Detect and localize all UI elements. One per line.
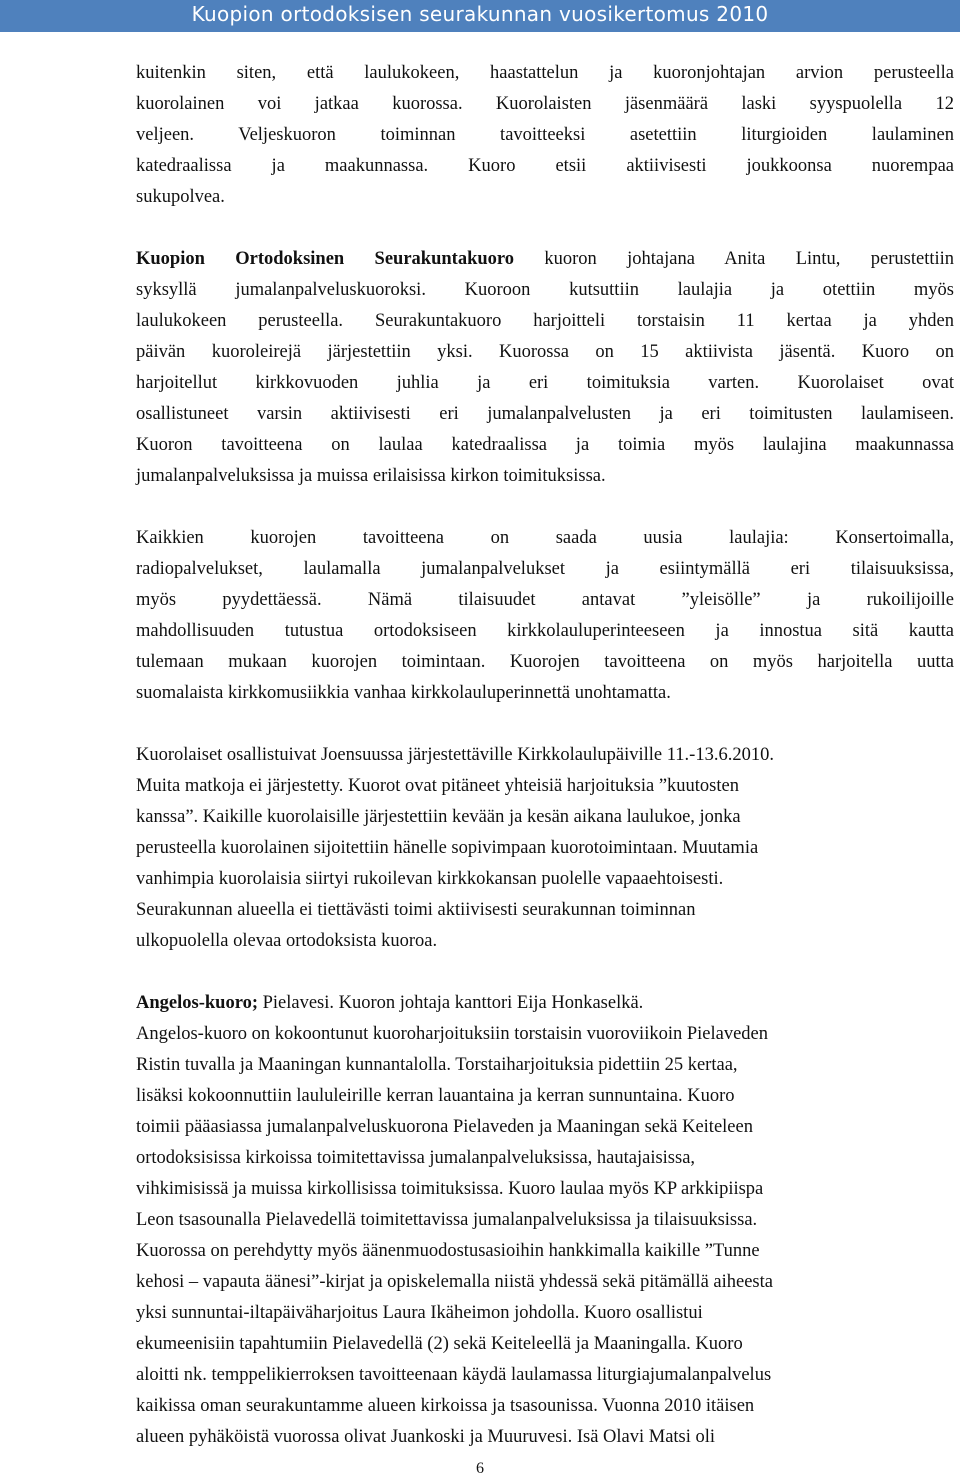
text-line: veljeen. Veljeskuoron toiminnan tavoitteeksi asetettiin liturgioiden laulaminen [136, 125, 954, 145]
text-line: ulkopuolella olevaa ortodoksista kuoroa. [136, 931, 438, 951]
text-line: kehosi – vapauta äänesi”-kirjat ja opiskelemalla niistä yhdessä sekä pitämällä aiheesta [136, 1272, 773, 1292]
document-body [136, 58, 954, 1453]
text-line [136, 988, 954, 1019]
text-line: kuorolainen voi jatkaa kuorossa. Kuorolaisten jäsenmäärä laski syyspuolella 12 [136, 94, 954, 114]
text-line: osallistuneet varsin aktiivisesti eri jumalanpalvelusten ja eri toimitusten laulamiseen. [136, 404, 954, 424]
text-line: Muita matkoja ei järjestetty. Kuorot ovat pitäneet yhteisiä harjoituksia ”kuutosten [136, 776, 739, 796]
paragraph-veljeskuoro [136, 58, 954, 213]
text-line: vanhimpia kuorolaisia siirtyi rukoilevan kirkkokansan puolelle vapaaehtoisesti. [136, 869, 724, 889]
text-line: toimii pääasiassa jumalanpalveluskuorona Pielaveden ja Maaningan sekä Keiteleen [136, 1117, 753, 1137]
document-title: Kuopion ortodoksisen seurakunnan vuosikertomus 2010 [191, 2, 769, 26]
paragraph-seurakuntakuoro [136, 244, 954, 492]
text-line: Ristin tuvalla ja Maaningan kunnantalolla. Torstaiharjoituksia pidettiin 25 kertaa, [136, 1055, 738, 1075]
text-line: syksyllä jumalanpalveluskuoroksi. Kuoroon kutsuttiin laulajia ja otettiin myös [136, 280, 954, 300]
text-line: mahdollisuuden tutustua ortodoksiseen kirkkolauluperinteeseen ja innostua sitä kautta [136, 621, 954, 641]
choir-name: Kuopion Ortodoksinen Seurakuntakuoro [136, 249, 515, 269]
text-line: laulukokeen perusteella. Seurakuntakuoro harjoitteli torstaisin 11 kertaa ja yhden [136, 311, 954, 331]
text-line: kuitenkin siten, että laulukokeen, haastattelun ja kuoronjohtajan arvion perusteella [136, 63, 954, 83]
text-line: Kuoron tavoitteena on laulaa katedraalissa ja toimia myös laulajina maakunnassa [136, 435, 954, 455]
text-line: kaikissa oman seurakuntamme alueen kirkoissa ja tsasounissa. Vuonna 2010 itäisen [136, 1396, 755, 1416]
text-fragment: Pielavesi. Kuoron johtaja kanttori Eija Honkaselkä. [257, 993, 644, 1013]
text-line: perusteella kuorolainen sijoitettiin hänelle sopivimpaan kuorotoimintaan. Muutamia [136, 838, 759, 858]
text-line: aloitti nk. temppelikierroksen tavoitteenaan käydä laulamassa liturgiajumalanpalvelus [136, 1365, 772, 1385]
text-line: myös pyydettäessä. Nämä tilaisuudet antavat ”yleisölle” ja rukoilijoille [136, 590, 954, 610]
page-number: 6 [476, 1460, 484, 1477]
text-line: lisäksi kokoonnuttiin laululeirille kerran lauantaina ja kerran sunnuntaina. Kuoro [136, 1086, 735, 1106]
text-line: Seurakunnan alueella ei tiettävästi toimi aktiivisesti seurakunnan toiminnan [136, 900, 696, 920]
text-line: yksi sunnuntai-iltapäiväharjoitus Laura Ikäheimon johdolla. Kuoro osallistui [136, 1303, 703, 1323]
text-line: ekumeenisiin tapahtumiin Pielavedellä (2) sekä Keiteleellä ja Maaningalla. Kuoro [136, 1334, 743, 1354]
paragraph-tavoitteet [136, 523, 954, 709]
text-line: kanssa”. Kaikille kuorolaisille järjestettiin kevään ja kesän aikana laulukoe, jonka [136, 807, 741, 827]
text-line: tulemaan mukaan kuorojen toimintaan. Kuorojen tavoitteena on myös harjoitella uutta [136, 652, 954, 672]
text-line: harjoitellut kirkkovuoden juhlia ja eri toimituksia varten. Kuorolaiset ovat [136, 373, 954, 393]
text-line: päivän kuoroleirejä järjestettiin yksi. Kuorossa on 15 aktiivista jäsentä. Kuoro on [136, 342, 954, 362]
document-header [0, 0, 960, 32]
text-line: alueen pyhäköistä vuorossa olivat Juankoski ja Muuruvesi. Isä Olavi Matsi oli [136, 1427, 716, 1447]
text-line: sukupolvea. [136, 187, 225, 207]
text-line: Angelos-kuoro on kokoontunut kuoroharjoituksiin torstaisin vuoroviikoin Pielaveden [136, 1024, 769, 1044]
paragraph-angelos-kuoro [136, 988, 954, 1453]
text-line: suomalaista kirkkomusiikkia vanhaa kirkkolauluperinnettä unohtamatta. [136, 683, 671, 703]
text-line [136, 244, 954, 275]
text-line: ortodoksisissa kirkoissa toimitettavissa jumalanpalveluksissa, hautajaisissa, [136, 1148, 696, 1168]
text-line: jumalanpalveluksissa ja muissa erilaisissa kirkon toimituksissa. [136, 466, 606, 486]
paragraph-kirkkolaulupaivat [136, 740, 954, 957]
text-line: Kuorossa on perehdytty myös äänenmuodostusasioihin hankkimalla kaikille ”Tunne [136, 1241, 760, 1261]
text-line: radiopalvelukset, laulamalla jumalanpalvelukset ja esiintymällä eri tilaisuuksissa, [136, 559, 954, 579]
text-line: Kaikkien kuorojen tavoitteena on saada uusia laulajia: Konsertoimalla, [136, 528, 954, 548]
text-line: Kuorolaiset osallistuivat Joensuussa järjestettäville Kirkkolaulupäiville 11.-13.6.2010. [136, 745, 774, 765]
text-line: katedraalissa ja maakunnassa. Kuoro etsii aktiivisesti joukkoonsa nuorempaa [136, 156, 954, 176]
choir-name: Angelos-kuoro; [136, 993, 258, 1013]
text-line: Leon tsasounalla Pielavedellä toimitettavissa jumalanpalveluksissa ja tilaisuuksissa. [136, 1210, 758, 1230]
text-fragment: kuoron johtajana Anita Lintu, perustettiin [514, 249, 954, 269]
text-line: vihkimisissä ja muissa kirkollisissa toimituksissa. Kuoro laulaa myös KP arkkipiispa [136, 1179, 764, 1199]
